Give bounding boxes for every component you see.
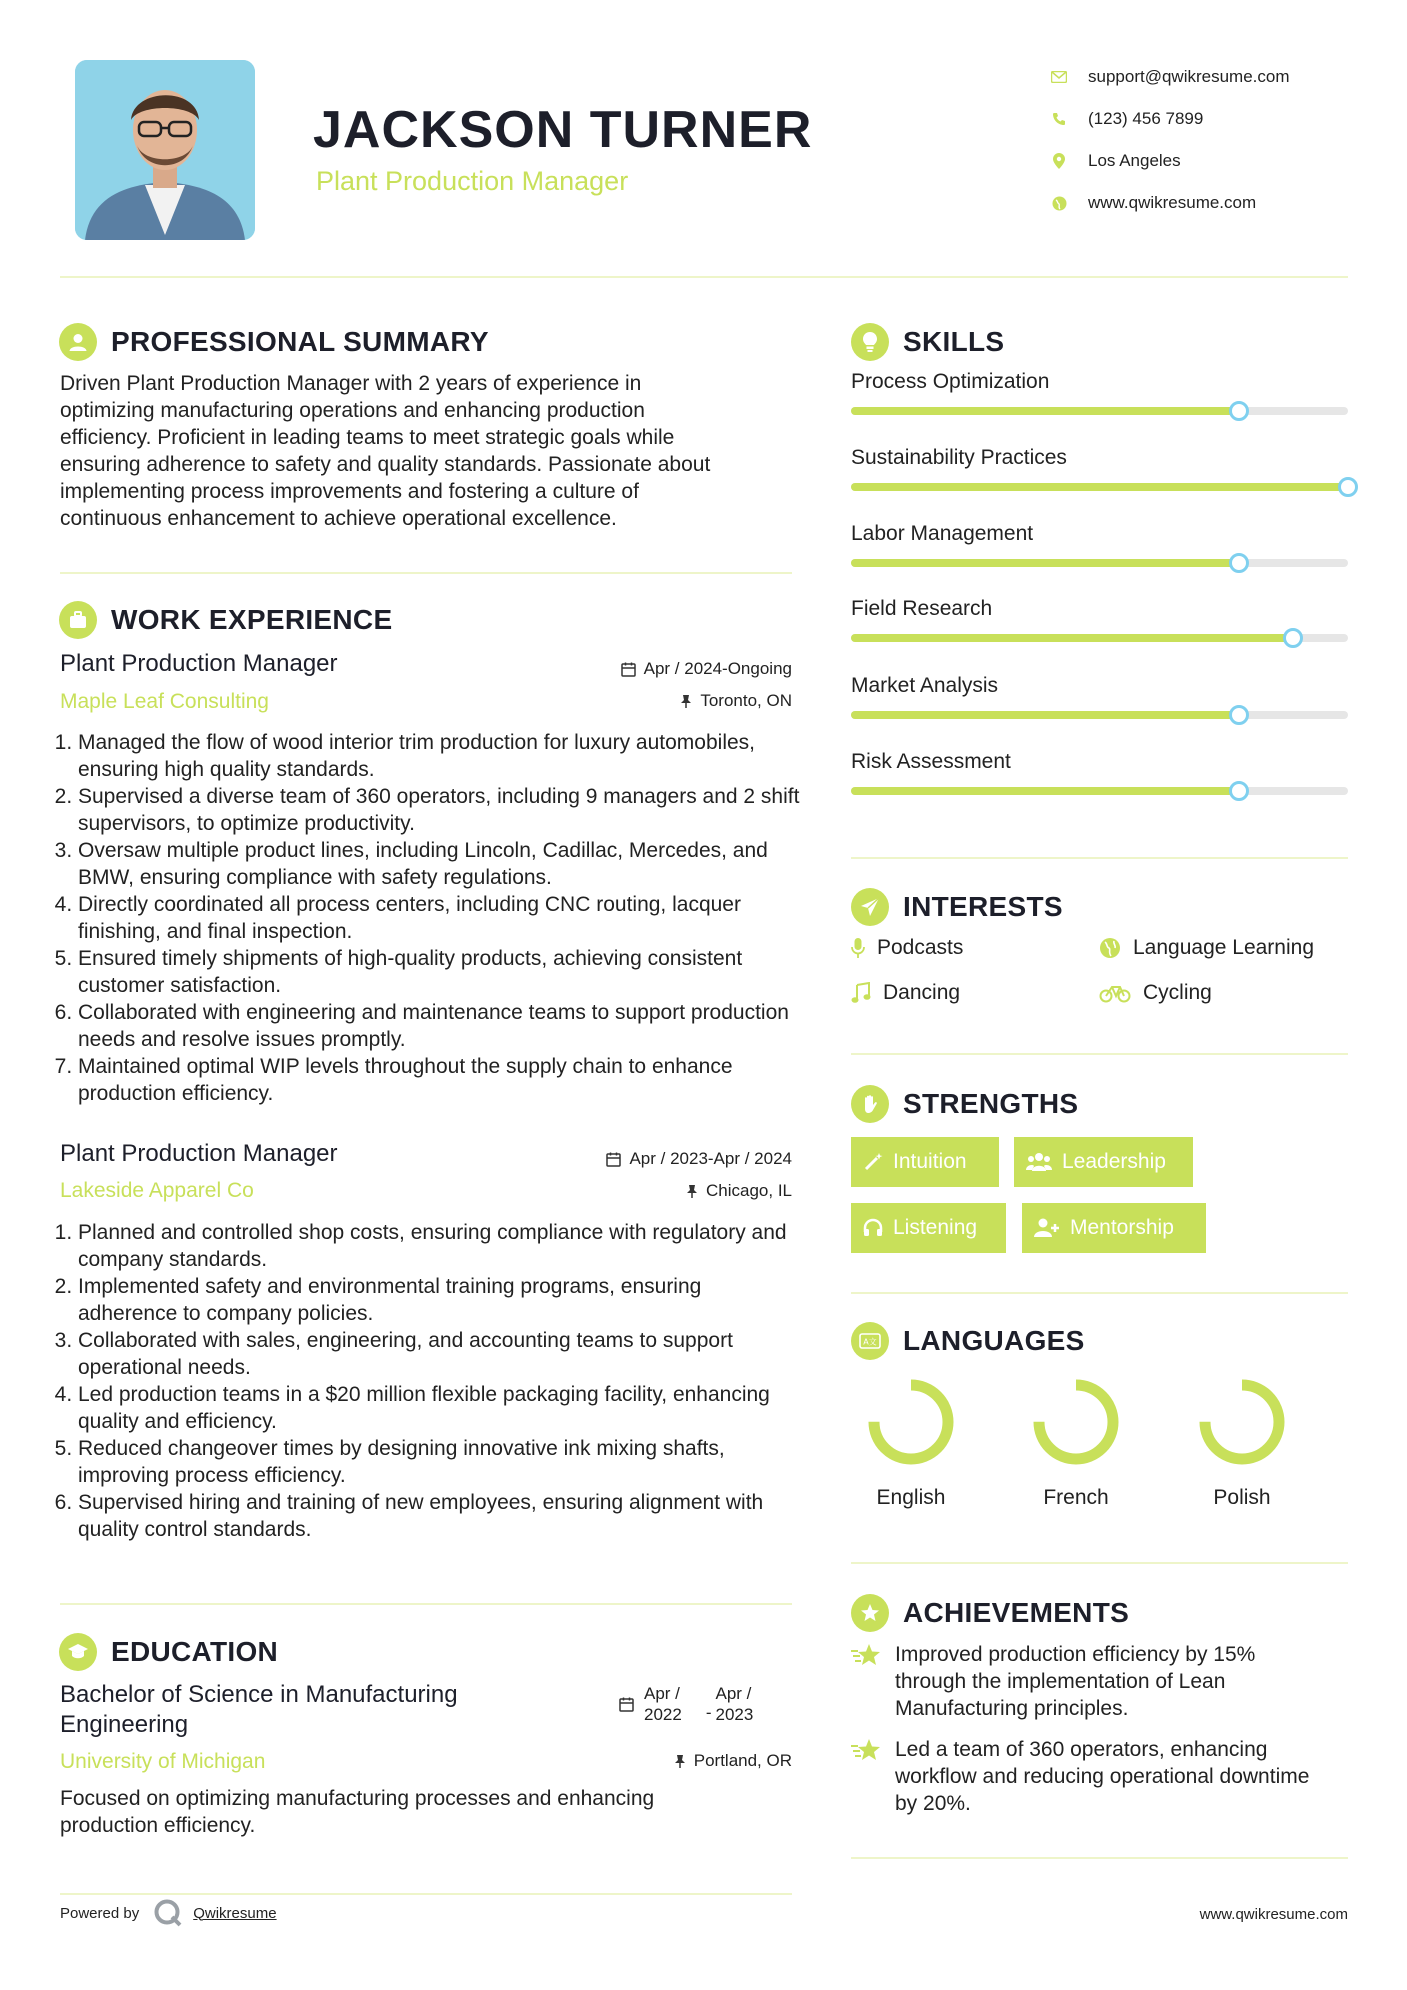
job-2-title: Plant Production Manager — [60, 1140, 338, 1167]
languages-divider — [851, 1562, 1348, 1564]
strength-label: Intuition — [893, 1150, 967, 1173]
language-ring — [865, 1376, 957, 1468]
list-item: 2. Supervised a diverse team of 360 operators, including 9 managers and 2 shift supervisors, to optimize productivity. — [78, 783, 800, 837]
pin-icon — [680, 694, 692, 708]
languages-title: LANGUAGES — [903, 1325, 1085, 1356]
user-plus-icon — [1034, 1218, 1060, 1238]
list-item: 6. Collaborated with engineering and maintenance teams to support production needs and resolve issues promptly. — [78, 999, 800, 1053]
work-title: WORK EXPERIENCE — [111, 604, 393, 635]
edu-date-separator: - — [705, 1703, 712, 1722]
language-item — [1182, 1376, 1302, 1510]
language-ring-arc — [874, 1385, 948, 1459]
list-item: 4. Directly coordinated all process centers, including CNC routing, lacquer finishing, and final inspection. — [78, 891, 800, 945]
skill-bar-knob — [1283, 628, 1303, 648]
list-item: 1. Managed the flow of wood interior trim production for luxury automobiles, ensuring high quality standards. — [78, 729, 800, 783]
svg-text:A文: A文 — [863, 1337, 877, 1347]
degree-line: Engineering — [60, 1711, 189, 1738]
job-1-location — [500, 691, 792, 711]
language-ring-arc — [1039, 1385, 1113, 1459]
headphones-icon — [863, 1218, 883, 1238]
degree-title — [60, 1680, 458, 1740]
skills-heading — [851, 323, 1004, 361]
summary-title: PROFESSIONAL SUMMARY — [111, 326, 489, 357]
skill-item — [851, 750, 1348, 795]
skill-bar — [851, 559, 1348, 567]
strengths-divider — [851, 1292, 1348, 1294]
language-label: English — [876, 1486, 946, 1509]
job-2-company: Lakeside Apparel Co — [60, 1179, 254, 1202]
achievement-item — [851, 1736, 1331, 1817]
interests-heading — [851, 888, 1063, 926]
list-item: 3. Collaborated with sales, engineering, and accounting teams to support operational needs. — [78, 1327, 800, 1381]
skill-bar-fill — [851, 483, 1348, 491]
job-1-company: Maple Leaf Consulting — [60, 690, 269, 713]
contact-location-text: Los Angeles — [1088, 151, 1181, 170]
profile-photo — [75, 60, 255, 240]
edu-date-start-year: 2022 — [644, 1705, 682, 1724]
skill-label: Risk Assessment — [851, 750, 1011, 773]
star-icon — [851, 1736, 895, 1817]
job-2-location — [500, 1181, 792, 1201]
summary-heading — [59, 323, 489, 361]
summary-line: efficiency. Proficient in leading teams to meet strategic goals while — [60, 426, 675, 449]
mail-icon — [1050, 68, 1068, 86]
list-item: 2. Implemented safety and environmental training programs, ensuring adherence to company policies. — [78, 1273, 800, 1327]
lightbulb-icon — [851, 323, 889, 361]
interest-cycling — [1099, 981, 1212, 1005]
skill-label: Labor Management — [851, 522, 1034, 545]
hand-icon — [851, 1085, 889, 1123]
strengths-title: STRENGTHS — [903, 1088, 1079, 1119]
summary-text — [60, 370, 800, 532]
candidate-name: JACKSON TURNER — [313, 101, 813, 159]
work-divider — [60, 1603, 792, 1605]
pin-icon — [686, 1184, 698, 1198]
summary-line: continuous enhancement to achieve operational excellence. — [60, 507, 617, 530]
strength-label: Mentorship — [1070, 1216, 1174, 1239]
star-icon — [851, 1641, 895, 1722]
skill-bar — [851, 407, 1348, 415]
paper-plane-icon — [851, 888, 889, 926]
language-ring — [1030, 1376, 1122, 1468]
language-item — [851, 1376, 971, 1510]
list-item: 3. Oversaw multiple product lines, including Lincoln, Cadillac, Mercedes, and BMW, ensuring compliance with safety regulations. — [78, 837, 800, 891]
job-2-date — [500, 1149, 792, 1169]
globe-icon — [1050, 194, 1068, 212]
edu-date-end: Apr / — [715, 1684, 752, 1703]
map-pin-icon — [1050, 152, 1068, 170]
contact-website[interactable] — [1050, 182, 1290, 224]
skill-bar-fill — [851, 634, 1293, 642]
skill-label: Field Research — [851, 597, 993, 620]
languages-heading — [851, 1322, 1085, 1360]
skills-title: SKILLS — [903, 326, 1005, 357]
skill-item — [851, 370, 1348, 415]
skill-item — [851, 674, 1348, 719]
strength-listening — [851, 1203, 1006, 1253]
calendar-icon — [606, 1152, 621, 1167]
language-ring — [1196, 1376, 1288, 1468]
interest-podcasts — [851, 936, 963, 960]
skill-bar-fill — [851, 711, 1239, 719]
skill-label: Sustainability Practices — [851, 446, 1067, 469]
summary-divider — [60, 572, 792, 574]
education-heading — [59, 1633, 278, 1671]
globe-icon — [1099, 937, 1121, 959]
language-item — [1016, 1376, 1136, 1510]
graduation-cap-icon — [59, 1633, 97, 1671]
achievements-title: ACHIEVEMENTS — [903, 1597, 1130, 1628]
summary-line: ensuring adherence to safety and quality standards. Passionate about — [60, 453, 711, 476]
summary-line: optimizing manufacturing operations and enhancing production — [60, 399, 645, 422]
skills-divider — [851, 857, 1348, 859]
users-icon — [1026, 1152, 1052, 1172]
interest-label: Cycling — [1143, 981, 1212, 1004]
skill-bar — [851, 634, 1348, 642]
education-desc-line: Focused on optimizing manufacturing processes and enhancing — [60, 1787, 655, 1810]
contact-website-text: www.qwikresume.com — [1088, 193, 1257, 212]
interest-label: Dancing — [883, 981, 961, 1004]
achievements-heading — [851, 1594, 1129, 1632]
contact-phone-text: (123) 456 7899 — [1088, 109, 1204, 128]
microphone-icon — [851, 937, 865, 959]
header-divider — [60, 276, 1348, 278]
education-desc-line: production efficiency. — [60, 1814, 256, 1837]
contact-list — [1050, 56, 1290, 224]
edu-date-start: Apr / — [644, 1684, 680, 1703]
contact-email-text: support@qwikresume.com — [1088, 67, 1290, 86]
strength-label: Listening — [893, 1216, 978, 1239]
list-item: 4. Led production teams in a $20 million flexible packaging facility, enhancing quality and efficiency. — [78, 1381, 800, 1435]
user-icon — [59, 323, 97, 361]
achievement-text: Improved production efficiency by 15% through the implementation of Lean Manufacturing principles. — [895, 1643, 1256, 1720]
language-label: Polish — [1213, 1486, 1271, 1509]
footer-website[interactable]: www.qwikresume.com — [1199, 1906, 1348, 1923]
achievement-text: Led a team of 360 operators, enhancing workflow and reducing operational downtime by 20%. — [895, 1738, 1310, 1815]
skill-bar — [851, 787, 1348, 795]
list-item: 7. Maintained optimal WIP levels throughout the supply chain to enhance production efficiency. — [78, 1053, 800, 1107]
job-1-duties — [60, 729, 800, 1107]
skill-bar-knob — [1229, 705, 1249, 725]
bicycle-icon — [1099, 983, 1131, 1003]
briefcase-icon — [59, 601, 97, 639]
achievements-divider — [851, 1857, 1348, 1859]
skill-bar-knob — [1338, 477, 1358, 497]
language-ring-arc — [1205, 1385, 1279, 1459]
calendar-icon — [621, 662, 636, 677]
calendar-icon — [619, 1697, 634, 1712]
list-item: 5. Ensured timely shipments of high-quality products, achieving consistent customer satisfaction. — [78, 945, 800, 999]
degree-line: Bachelor of Science in Manufacturing — [60, 1681, 458, 1708]
candidate-role: Plant Production Manager — [316, 166, 629, 196]
skill-item — [851, 522, 1348, 567]
skill-bar — [851, 483, 1348, 491]
interest-label: Language Learning — [1133, 936, 1315, 959]
education-location — [500, 1751, 792, 1771]
skill-label: Market Analysis — [851, 674, 999, 697]
job-1-title: Plant Production Manager — [60, 650, 338, 677]
work-heading — [59, 601, 392, 639]
education-date — [619, 1683, 753, 1725]
skill-bar-knob — [1229, 401, 1249, 421]
education-desc — [60, 1785, 800, 1839]
skill-item — [851, 446, 1348, 491]
achievement-item — [851, 1641, 1331, 1722]
skill-bar-fill — [851, 407, 1239, 415]
contact-email[interactable] — [1050, 56, 1290, 98]
strengths-heading — [851, 1085, 1078, 1123]
qwikresume-link[interactable]: Qwikresume — [193, 1904, 277, 1922]
summary-line: implementing process improvements and fostering a culture of — [60, 480, 639, 503]
skill-label: Process Optimization — [851, 370, 1050, 393]
qwikresume-logo-icon — [153, 1898, 183, 1928]
strength-mentorship — [1022, 1203, 1206, 1253]
job-2-location-text: Chicago, IL — [706, 1181, 792, 1200]
job-2-date-text: Apr / 2023-Apr / 2024 — [629, 1149, 792, 1168]
footer-powered-by — [60, 1898, 277, 1928]
strength-leadership — [1014, 1137, 1193, 1187]
language-label: French — [1043, 1486, 1109, 1509]
pin-icon — [674, 1754, 686, 1768]
skill-bar-knob — [1229, 553, 1249, 573]
skill-bar — [851, 711, 1348, 719]
job-1-date-text: Apr / 2024-Ongoing — [643, 659, 792, 678]
interest-label: Podcasts — [877, 936, 964, 959]
interest-language-learning — [1099, 936, 1314, 960]
trophy-icon — [851, 1594, 889, 1632]
interests-divider — [851, 1053, 1348, 1055]
interest-dancing — [851, 981, 960, 1005]
strength-label: Leadership — [1062, 1150, 1166, 1173]
job-1-date — [500, 659, 792, 679]
music-note-icon — [851, 982, 871, 1004]
language-icon — [851, 1322, 889, 1360]
strength-intuition — [851, 1137, 999, 1187]
contact-location — [1050, 140, 1290, 182]
magic-wand-icon — [863, 1152, 883, 1172]
job-1-location-text: Toronto, ON — [700, 691, 792, 710]
education-title: EDUCATION — [111, 1636, 279, 1667]
list-item: 5. Reduced changeover times by designing innovative ink mixing shafts, improving process efficiency. — [78, 1435, 800, 1489]
summary-line: Driven Plant Production Manager with 2 years of experience in — [60, 372, 642, 395]
edu-date-end-year: 2023 — [715, 1705, 754, 1724]
skill-item — [851, 597, 1348, 642]
contact-phone[interactable] — [1050, 98, 1290, 140]
job-2-duties — [60, 1219, 800, 1543]
education-divider — [60, 1893, 792, 1895]
school-name: University of Michigan — [60, 1750, 266, 1773]
skill-bar-fill — [851, 787, 1239, 795]
education-location-text: Portland, OR — [693, 1751, 792, 1770]
powered-by-text: Powered by — [60, 1904, 140, 1922]
list-item: 1. Planned and controlled shop costs, ensuring compliance with regulatory and company standards. — [78, 1219, 800, 1273]
list-item: 6. Supervised hiring and training of new employees, ensuring alignment with quality control standards. — [78, 1489, 800, 1543]
phone-icon — [1050, 110, 1068, 128]
interests-title: INTERESTS — [903, 891, 1063, 922]
skill-bar-knob — [1229, 781, 1249, 801]
skill-bar-fill — [851, 559, 1239, 567]
